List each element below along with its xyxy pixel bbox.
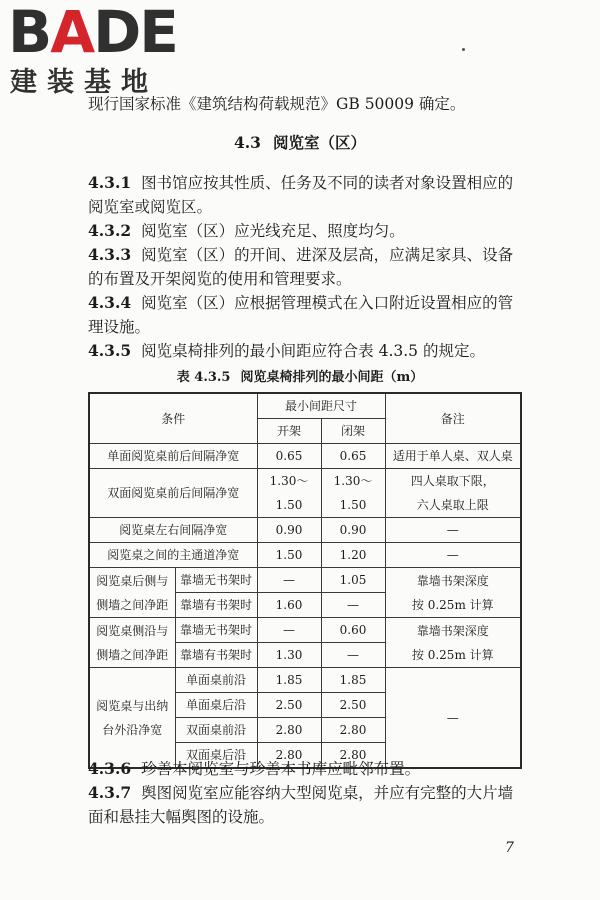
cell-open: 0.65 bbox=[257, 444, 321, 469]
row-label: 阅览桌之间的主通道净宽 bbox=[89, 543, 257, 568]
sub-label: 单面桌后沿 bbox=[175, 693, 257, 718]
cell-note: 靠墙书架深度 按 0.25m 计算 bbox=[385, 568, 521, 618]
clause-4-3-1-cont: 阅览室或阅览区。 bbox=[88, 198, 213, 216]
cell-closed: 0.60 bbox=[321, 618, 385, 643]
spacing-table bbox=[88, 392, 522, 769]
cell-closed: 0.65 bbox=[321, 444, 385, 469]
row-label: 单面阅览桌前后间隔净宽 bbox=[89, 444, 257, 469]
sub-label: 靠墙有书架时 bbox=[175, 643, 257, 668]
header-condition: 条件 bbox=[89, 393, 257, 444]
cell-open: 1.85 bbox=[257, 668, 321, 693]
table-row bbox=[89, 518, 521, 543]
table-row bbox=[89, 568, 521, 593]
cell-note: — bbox=[385, 543, 521, 568]
sub-label: 靠墙无书架时 bbox=[175, 568, 257, 593]
group-label: 阅览桌后侧与 侧墙之间净距 bbox=[89, 568, 175, 618]
cell-closed: 2.80 bbox=[321, 718, 385, 743]
table-header-row bbox=[89, 393, 521, 419]
cell-note: 四人桌取下限， 六人桌取上限 bbox=[385, 469, 521, 518]
group-label: 阅览桌与出纳 台外沿净宽 bbox=[89, 668, 175, 769]
sub-label: 靠墙无书架时 bbox=[175, 618, 257, 643]
cell-note: 靠墙书架深度 按 0.25m 计算 bbox=[385, 618, 521, 668]
row-label: 双面阅览桌前后间隔净宽 bbox=[89, 469, 257, 518]
clause-4-3-4: 4.3.4 阅览室（区）应根据管理模式在入口附近设置相应的管 bbox=[88, 293, 514, 312]
sub-label: 单面桌前沿 bbox=[175, 668, 257, 693]
clause-4-3-2: 4.3.2 阅览室（区）应光线充足、照度均匀。 bbox=[88, 221, 405, 240]
row-label: 阅览桌左右间隔净宽 bbox=[89, 518, 257, 543]
sub-label: 靠墙有书架时 bbox=[175, 593, 257, 618]
cell-open: 2.50 bbox=[257, 693, 321, 718]
logo-chinese-name: 建装基地 bbox=[10, 67, 158, 98]
cell-note: — bbox=[385, 668, 521, 769]
header-closed-stack: 闭架 bbox=[321, 419, 385, 444]
page-number: 7 bbox=[505, 840, 514, 856]
header-open-stack: 开架 bbox=[257, 419, 321, 444]
cell-open: 2.80 bbox=[257, 743, 321, 769]
cell-closed: 1.30～ 1.50 bbox=[321, 469, 385, 518]
table-row bbox=[89, 668, 521, 693]
cell-open: — bbox=[257, 568, 321, 593]
header-note: 备注 bbox=[385, 393, 521, 444]
clause-4-3-6: 4.3.6 珍善本阅览室与珍善本书库应毗邻布置。 bbox=[88, 759, 421, 778]
cell-closed: 2.80 bbox=[321, 743, 385, 769]
bade-logo bbox=[8, 0, 178, 98]
sub-label: 双面桌前沿 bbox=[175, 718, 257, 743]
cell-closed: 1.85 bbox=[321, 668, 385, 693]
cell-note: 适用于单人桌、双人桌 bbox=[385, 444, 521, 469]
table-row bbox=[89, 543, 521, 568]
table-caption: 表 4.3.5 阅览桌椅排列的最小间距（m） bbox=[176, 370, 424, 385]
logo-wordmark: BADE bbox=[8, 0, 177, 66]
table-row bbox=[89, 618, 521, 643]
cell-closed: 1.20 bbox=[321, 543, 385, 568]
clause-4-3-7: 4.3.7 舆图阅览室应能容纳大型阅览桌，并应有完整的大片墙 bbox=[88, 783, 514, 802]
clause-4-3-4-cont: 理设施。 bbox=[88, 318, 151, 336]
cell-open: 1.60 bbox=[257, 593, 321, 618]
cell-closed: 2.50 bbox=[321, 693, 385, 718]
clause-4-3-5: 4.3.5 阅览桌椅排列的最小间距应符合表 4.3.5 的规定。 bbox=[88, 341, 485, 360]
clause-4-3-1: 4.3.1 图书馆应按其性质、任务及不同的读者对象设置相应的 bbox=[88, 173, 514, 192]
cell-open: 1.30～ 1.50 bbox=[257, 469, 321, 518]
cell-open: — bbox=[257, 618, 321, 643]
cell-closed: 0.90 bbox=[321, 518, 385, 543]
cell-open: 1.30 bbox=[257, 643, 321, 668]
cell-closed: — bbox=[321, 593, 385, 618]
table-row bbox=[89, 444, 521, 469]
group-label: 阅览桌侧沿与 侧墙之间净距 bbox=[89, 618, 175, 668]
clause-4-3-3-cont: 的布置及开架阅览的使用和管理要求。 bbox=[88, 270, 352, 288]
header-min-spacing: 最小间距尺寸 bbox=[257, 393, 385, 419]
cell-closed: — bbox=[321, 643, 385, 668]
table-row bbox=[89, 469, 521, 518]
cell-open: 0.90 bbox=[257, 518, 321, 543]
speck bbox=[462, 48, 465, 51]
intro-line: 现行国家标准《建筑结构荷载规范》GB 50009 确定。 bbox=[88, 95, 466, 113]
clause-4-3-3: 4.3.3 阅览室（区）的开间、进深及层高，应满足家具、设备 bbox=[88, 245, 514, 264]
cell-open: 2.80 bbox=[257, 718, 321, 743]
section-heading: 4.3 阅览室（区） bbox=[234, 133, 366, 152]
cell-closed: 1.05 bbox=[321, 568, 385, 593]
cell-note: — bbox=[385, 518, 521, 543]
cell-open: 1.50 bbox=[257, 543, 321, 568]
sub-label: 双面桌后沿 bbox=[175, 743, 257, 769]
clause-4-3-7-cont: 面和悬挂大幅舆图的设施。 bbox=[88, 808, 275, 826]
